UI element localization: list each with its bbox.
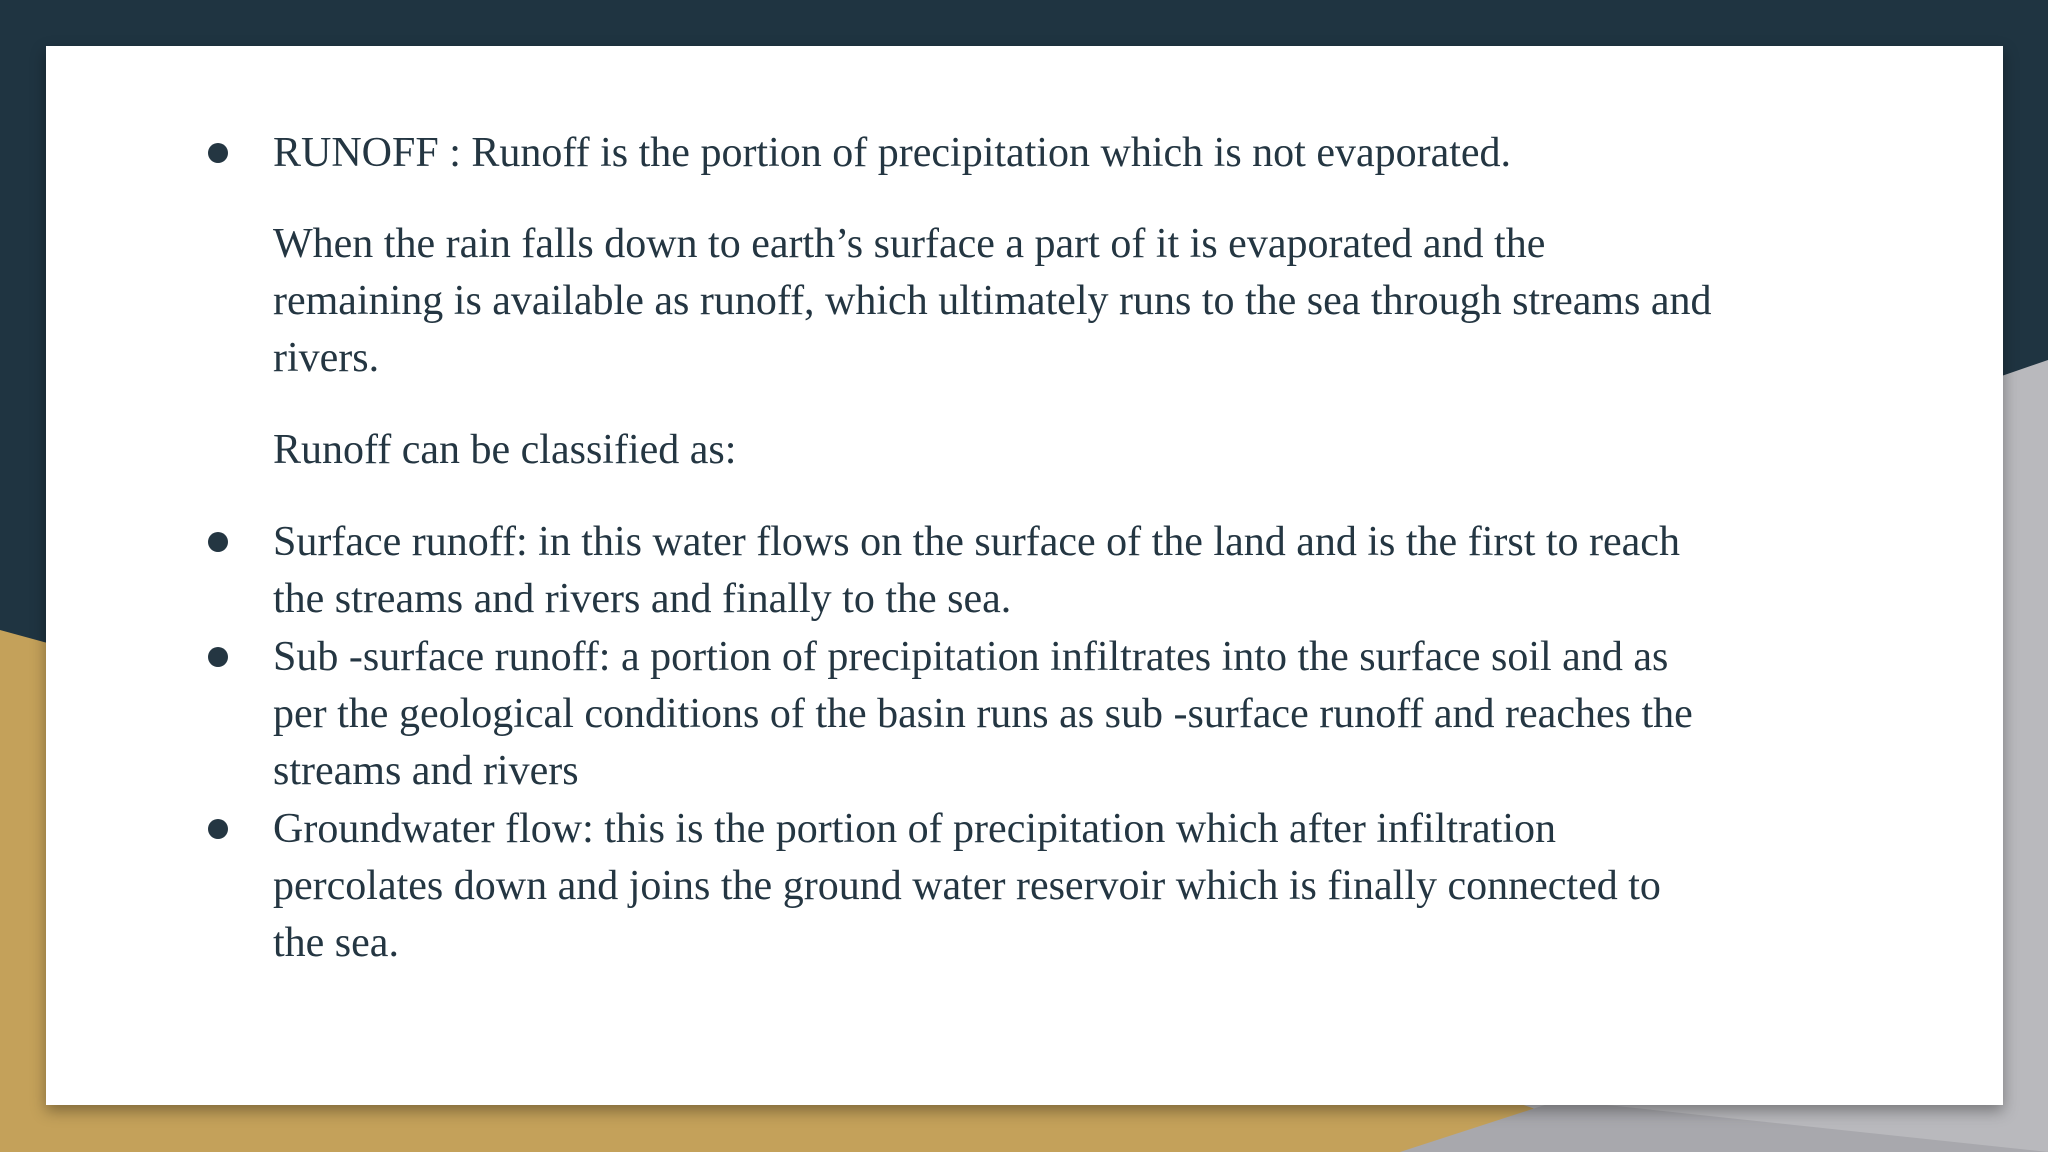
text-line: percolates down and joins the ground water reservoir which is finally connected to	[273, 863, 1661, 909]
bullet-text	[273, 629, 1913, 800]
slide-card	[46, 46, 2003, 1105]
text-line: Surface runoff: in this water flows on the surface of the land and is the first to reach	[273, 519, 1680, 565]
text-line: streams and rivers	[273, 748, 579, 794]
text-line: remaining is available as runoff, which ultimately runs to the sea through streams and	[273, 278, 1712, 324]
text-line: Groundwater flow: this is the portion of precipitation which after infiltration	[273, 806, 1557, 852]
paragraph-text	[273, 422, 1913, 479]
bullet-dot-icon	[208, 819, 228, 839]
bullet-text	[273, 125, 1913, 182]
text-line: per the geological conditions of the basin runs as sub -surface runoff and reaches the	[273, 691, 1693, 737]
text-line: Runoff can be classified as:	[273, 427, 737, 473]
text-line: When the rain falls down to earth’s surface a part of it is evaporated and the	[273, 221, 1546, 267]
text-line: the sea.	[273, 920, 399, 966]
text-line: Sub -surface runoff: a portion of precipitation infiltrates into the surface soil and as	[273, 634, 1669, 680]
bullet-text	[273, 801, 1913, 972]
text-line: the streams and rivers and finally to the sea.	[273, 576, 1012, 622]
bullet-dot-icon	[208, 143, 228, 163]
text-line: RUNOFF : Runoff is the portion of precipitation which is not evaporated.	[273, 130, 1512, 176]
bullet-dot-icon	[208, 647, 228, 667]
bullet-dot-icon	[208, 532, 228, 552]
bullet-text	[273, 514, 1913, 628]
paragraph-text	[273, 216, 1913, 387]
text-line: rivers.	[273, 335, 380, 381]
